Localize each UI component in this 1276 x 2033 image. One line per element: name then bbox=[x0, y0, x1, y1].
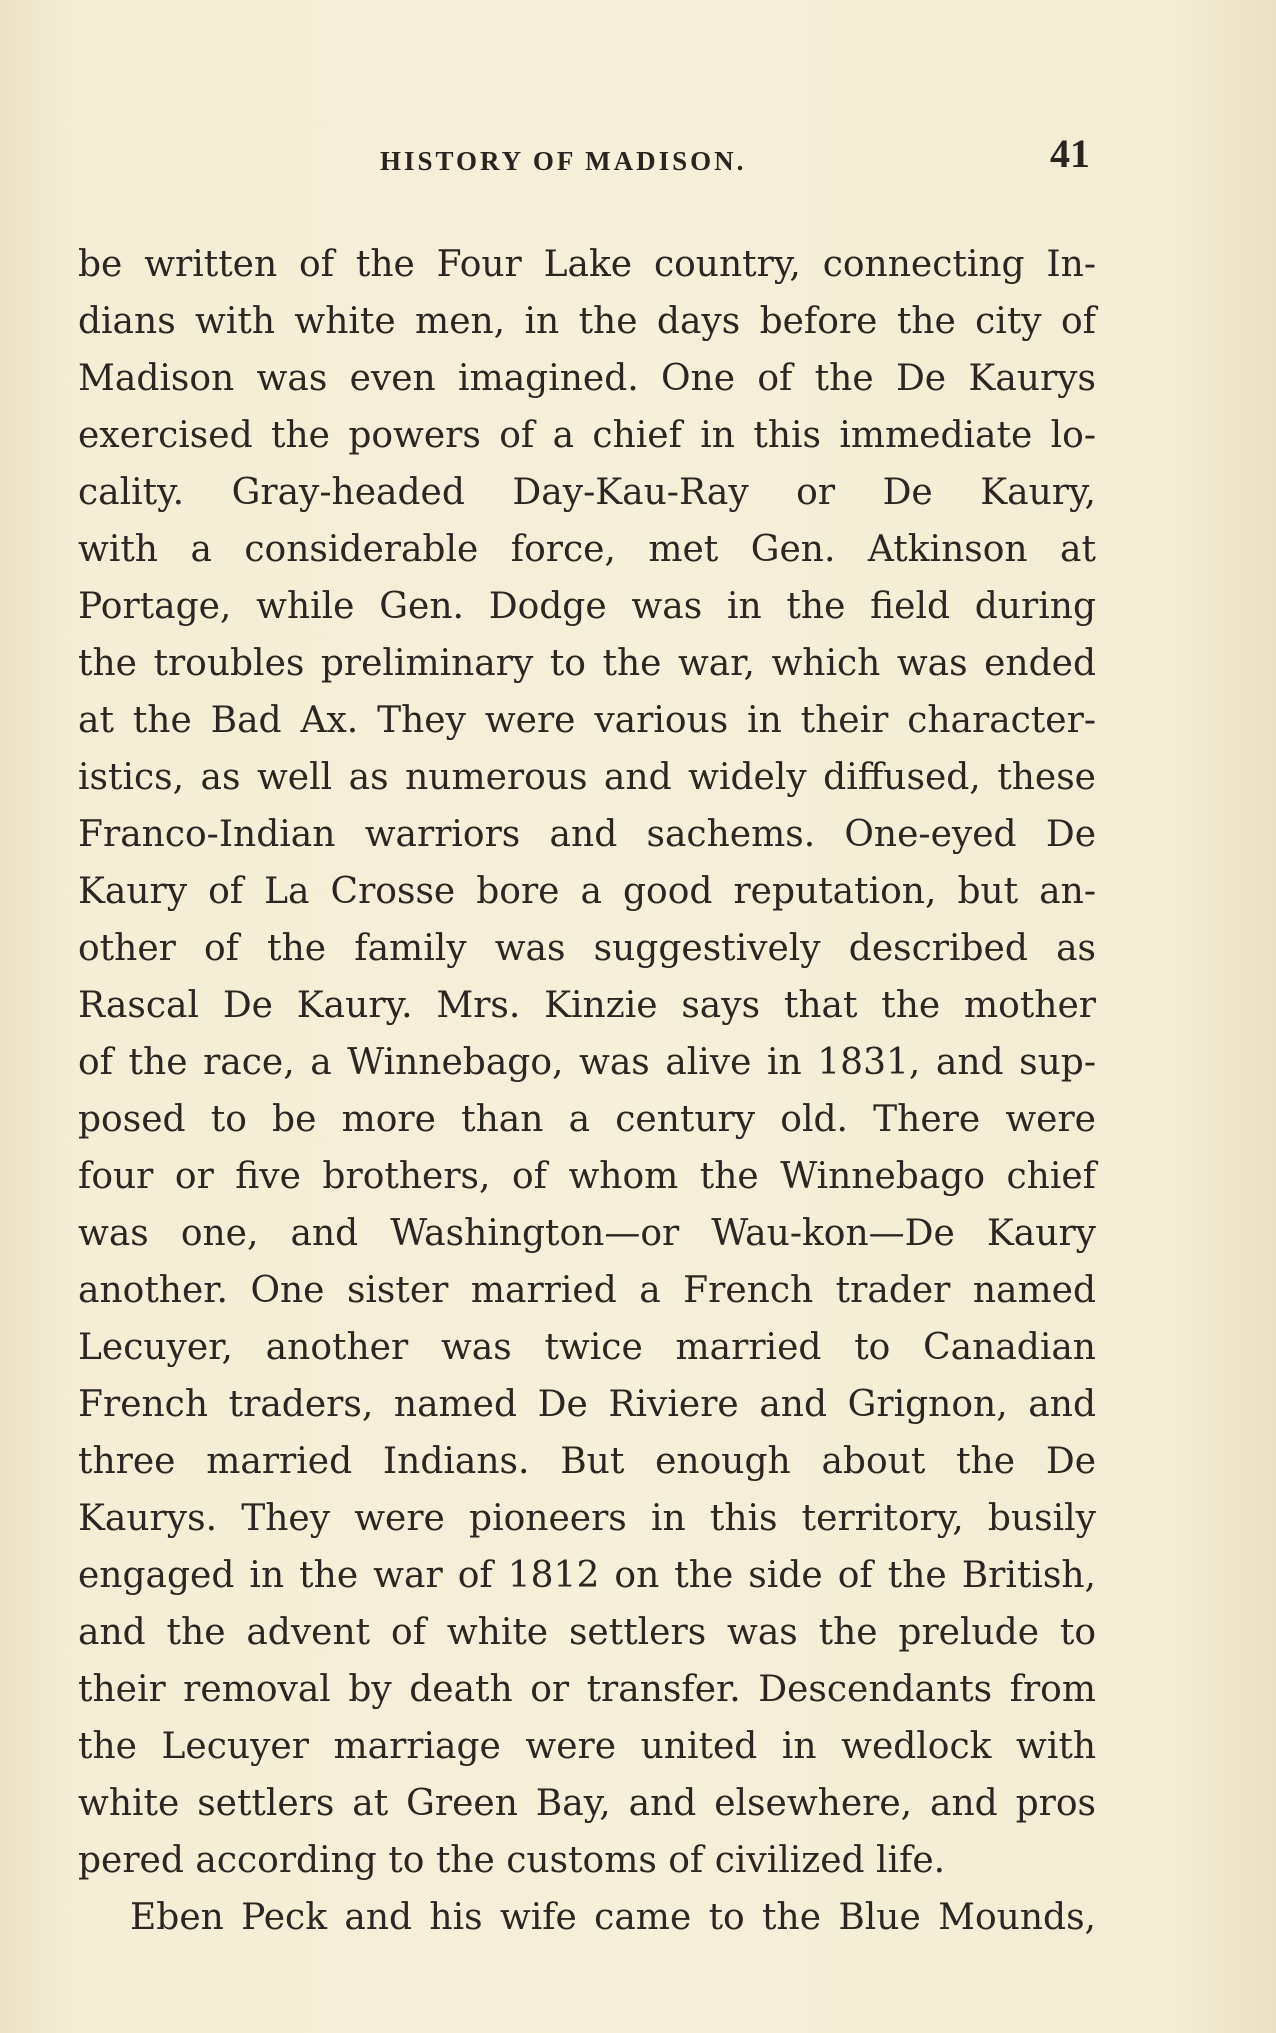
text-line: with a considerable force, met Gen. Atkinson at bbox=[78, 529, 1096, 570]
text-line: three married Indians. But enough about the De bbox=[78, 1441, 1096, 1482]
text-line: Lecuyer, another was twice married to Canadian bbox=[78, 1327, 1096, 1368]
text-line: their removal by death or transfer. Descendants from bbox=[78, 1669, 1096, 1710]
text-line: Rascal De Kaury. Mrs. Kinzie says that the mother bbox=[78, 985, 1096, 1026]
text-line: the Lecuyer marriage were united in wedlock with bbox=[78, 1726, 1096, 1767]
text-line: exercised the powers of a chief in this immediate lo- bbox=[78, 415, 1096, 456]
text-line: posed to be more than a century old. There were bbox=[78, 1099, 1096, 1140]
text-line: another. One sister married a French trader named bbox=[78, 1270, 1096, 1311]
text-line: white settlers at Green Bay, and elsewhere, and pros bbox=[78, 1783, 1096, 1824]
text-line: cality. Gray-headed Day-Kau-Ray or De Kaury, bbox=[78, 472, 1096, 513]
text-line: was one, and Washington—or Wau-kon—De Kaury bbox=[78, 1213, 1096, 1254]
text-line: Kaury of La Crosse bore a good reputation, but an- bbox=[78, 871, 1096, 912]
text-line: of the race, a Winnebago, was alive in 1831, and sup- bbox=[78, 1042, 1096, 1083]
text-line: other of the family was suggestively described as bbox=[78, 928, 1096, 969]
text-line: at the Bad Ax. They were various in their character- bbox=[78, 700, 1096, 741]
text-line: and the advent of white settlers was the prelude to bbox=[78, 1612, 1096, 1653]
page-header bbox=[80, 128, 1090, 188]
page-number: 41 bbox=[1050, 131, 1090, 176]
text-line: the troubles preliminary to the war, which was ended bbox=[78, 643, 1096, 684]
text-line: Madison was even imagined. One of the De Kaurys bbox=[78, 358, 1096, 399]
body-text bbox=[78, 236, 1096, 1946]
text-line: be written of the Four Lake country, connecting In- bbox=[78, 244, 1096, 285]
text-line: four or five brothers, of whom the Winnebago chief bbox=[78, 1156, 1096, 1197]
paragraph-start-line: Eben Peck and his wife came to the Blue Mounds, bbox=[130, 1897, 1096, 1938]
text-line: engaged in the war of 1812 on the side of the British, bbox=[78, 1555, 1096, 1596]
text-line: Kaurys. They were pioneers in this territory, busily bbox=[78, 1498, 1096, 1539]
text-line: istics, as well as numerous and widely diffused, these bbox=[78, 757, 1096, 798]
text-line: Franco-Indian warriors and sachems. One-eyed De bbox=[78, 814, 1096, 855]
text-line: French traders, named De Riviere and Grignon, and bbox=[78, 1384, 1096, 1425]
text-line: dians with white men, in the days before the city of bbox=[78, 301, 1096, 342]
running-head: HISTORY OF MADISON. bbox=[380, 146, 747, 176]
text-line: Portage, while Gen. Dodge was in the field during bbox=[78, 586, 1096, 627]
text-line: pered according to the customs of civilized life. bbox=[78, 1840, 946, 1881]
